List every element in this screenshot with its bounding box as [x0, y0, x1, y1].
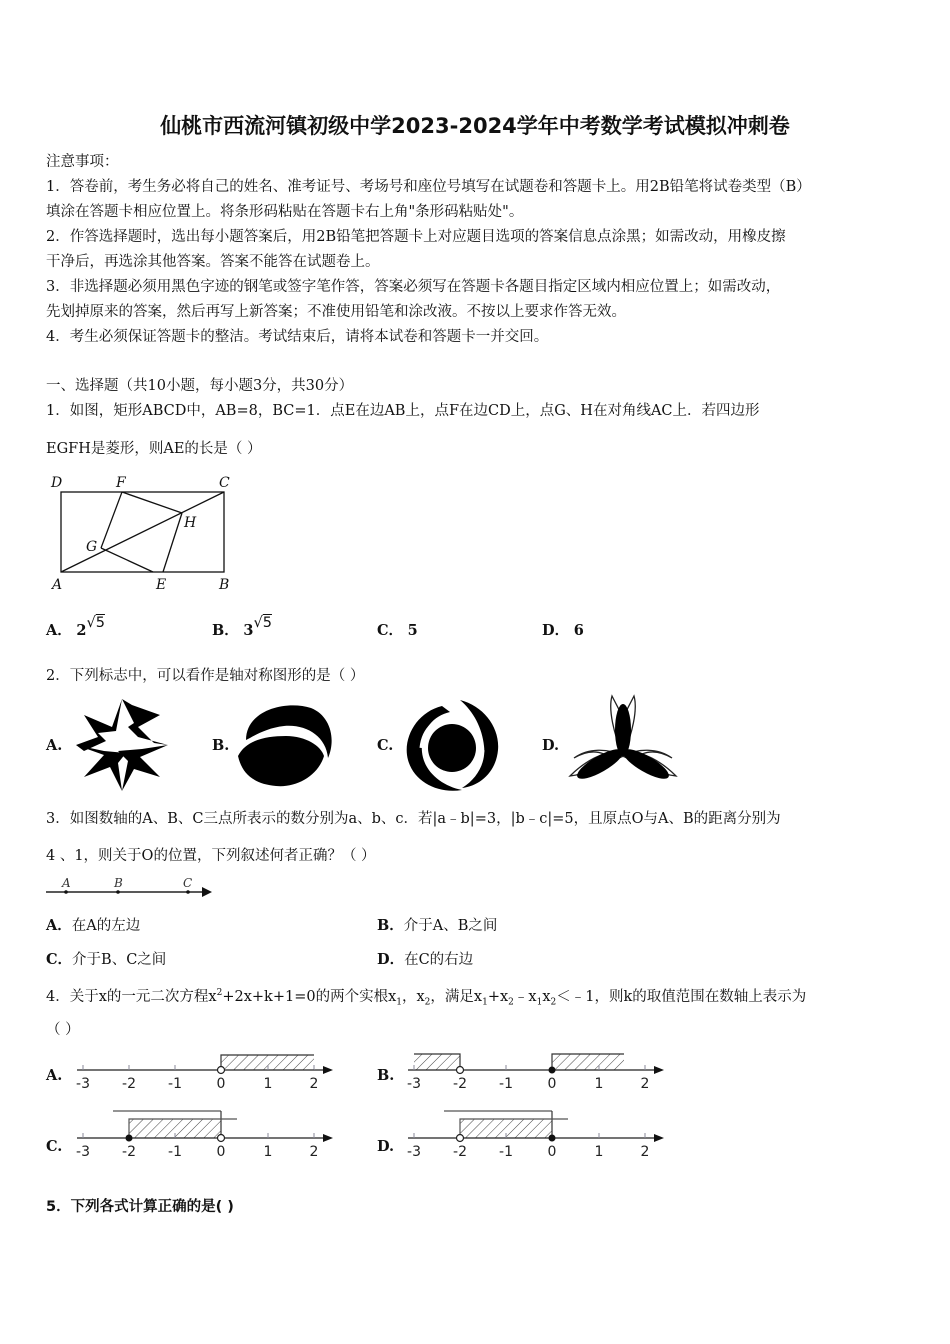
svg-text:1: 1	[594, 1144, 604, 1160]
svg-text:-3: -3	[76, 1144, 90, 1160]
q3-option-a[interactable]: A．在A的左边	[46, 917, 141, 934]
svg-text:1: 1	[263, 1076, 273, 1092]
axis-point-A: A	[62, 876, 71, 890]
q1-option-a[interactable]: A． 2√5	[46, 615, 105, 639]
q4-option-d-number-line[interactable]	[406, 1108, 671, 1160]
q4-option-b-number-line[interactable]	[406, 1050, 671, 1092]
four-stars-logo-icon[interactable]	[74, 697, 170, 793]
q1-option-d[interactable]: D． 6	[542, 622, 584, 639]
notice-line: 干净后，再选涂其他答案。答案不能答在试题卷上。	[46, 254, 380, 270]
question-1-text: 1．如图，矩形ABCD中，AB=8，BC=1．点E在边AB上，点F在边CD上，点G、H在对角线AC上．若四边形	[46, 403, 760, 419]
svg-text:2: 2	[640, 1076, 650, 1092]
question-5-text: 5．下列各式计算正确的是( )	[46, 1199, 234, 1215]
question-4-text: 4．关于x的一元二次方程$x^2+2x+k+1=0$的两个实根$x_1$，$x_2$，满足$x_1+x_2﹣x_1x_2<﹣1$，则k的取值范围在数轴上表示为	[46, 988, 807, 1008]
q2-option-a-label[interactable]: A.	[46, 737, 63, 754]
q3-option-d[interactable]: D．在C的右边	[377, 951, 474, 968]
svg-text:-1: -1	[499, 1076, 513, 1092]
notice-line: 填涂在答题卡相应位置上。将条形码粘贴在答题卡右上角"条形码粘贴处"。	[46, 204, 524, 220]
label-E: E	[156, 577, 167, 593]
svg-text:-3: -3	[407, 1144, 421, 1160]
question-4-text: （ ）	[46, 1022, 80, 1038]
q4-option-c-label[interactable]: C.	[46, 1138, 63, 1155]
svg-text:-2: -2	[453, 1144, 467, 1160]
svg-text:-2: -2	[122, 1144, 136, 1160]
q2-option-d-label[interactable]: D.	[542, 737, 560, 754]
q3-option-c[interactable]: C．介于B、C之间	[46, 951, 167, 968]
svg-text:0: 0	[216, 1076, 226, 1092]
q2-option-b-label[interactable]: B.	[212, 737, 230, 754]
label-B: B	[219, 577, 230, 593]
svg-text:-2: -2	[453, 1076, 467, 1092]
sqrt-icon: √5	[86, 615, 105, 631]
notice-heading: 注意事项：	[46, 154, 119, 170]
svg-text:0: 0	[547, 1144, 557, 1160]
svg-text:0: 0	[216, 1144, 226, 1160]
label-G: G	[86, 539, 98, 555]
notice-line: 2．作答选择题时，选出每小题答案后，用2B铅笔把答题卡上对应题目选项的答案信息点涂黑；如需改动，用橡皮擦	[46, 229, 786, 245]
q1-option-c[interactable]: C． 5	[377, 622, 418, 639]
svg-text:-1: -1	[168, 1076, 182, 1092]
question-3-text: 3．如图数轴的A、B、C三点所表示的数分别为a、b、c．若|a﹣b|=3，|b﹣c|=5，且原点O与A、B的距离分别为	[46, 811, 781, 827]
svg-text:2: 2	[309, 1076, 319, 1092]
svg-text:1: 1	[263, 1144, 273, 1160]
svg-text:0: 0	[547, 1076, 557, 1092]
svg-text:-2: -2	[122, 1076, 136, 1092]
svg-text:2: 2	[640, 1144, 650, 1160]
q4-option-a-number-line[interactable]	[75, 1050, 340, 1092]
q2-option-c-label[interactable]: C.	[377, 737, 394, 754]
question-2-text: 2．下列标志中，可以看作是轴对称图形的是（ ）	[46, 668, 365, 684]
label-A: A	[52, 577, 63, 593]
q4-option-a-label[interactable]: A.	[46, 1067, 63, 1084]
section-heading: 一、选择题（共10小题，每小题3分，共30分）	[46, 378, 354, 394]
svg-text:-3: -3	[76, 1076, 90, 1092]
axis-point-C: C	[183, 876, 193, 890]
svg-text:-1: -1	[499, 1144, 513, 1160]
notice-line: 先划掉原来的答案，然后再写上新答案；不准使用铅笔和涂改液。不按以上要求作答无效。	[46, 304, 626, 320]
ring-swirl-logo-icon[interactable]	[402, 698, 502, 794]
label-F: F	[116, 475, 126, 491]
notice-line: 4．考生必须保证答题卡的整洁。考试结束后，请将本试卷和答题卡一并交回。	[46, 329, 549, 345]
q4-option-c-number-line[interactable]	[75, 1108, 340, 1160]
number-line-abc-figure	[44, 874, 216, 900]
axis-point-B: B	[114, 876, 123, 890]
notice-line: 1．答卷前，考生务必将自己的姓名、准考证号、考场号和座位号填写在试题卷和答题卡上。用2B铅笔将试卷类型（B）	[46, 179, 811, 195]
rectangle-abcd-figure	[46, 472, 246, 597]
page-title: 仙桃市西流河镇初级中学2023-2024学年中考数学考试模拟冲刺卷	[160, 114, 790, 138]
q1-option-b[interactable]: B． 3√5	[212, 615, 272, 639]
svg-text:1: 1	[594, 1076, 604, 1092]
label-C: C	[219, 475, 230, 491]
svg-text:2: 2	[309, 1144, 319, 1160]
label-H: H	[184, 515, 197, 531]
question-1-text: EGFH是菱形，则AE的长是（ ）	[46, 441, 262, 457]
q4-option-d-label[interactable]: D.	[377, 1138, 395, 1155]
q4-option-b-label[interactable]: B.	[377, 1067, 395, 1084]
label-D: D	[51, 475, 63, 491]
svg-text:-1: -1	[168, 1144, 182, 1160]
svg-text:-3: -3	[407, 1076, 421, 1092]
two-crescents-logo-icon[interactable]	[236, 700, 336, 792]
question-3-text: 4 、1，则关于O的位置，下列叙述何者正确？（ ）	[46, 848, 376, 864]
q3-option-b[interactable]: B．介于A、B之间	[377, 917, 498, 934]
notice-line: 3．非选择题必须用黑色字迹的钢笔或签字笔作答，答案必须写在答题卡各题目指定区域内相应位置上；如需改动，	[46, 279, 781, 295]
three-petal-logo-icon[interactable]	[568, 694, 678, 794]
sqrt-icon: √5	[253, 615, 272, 631]
